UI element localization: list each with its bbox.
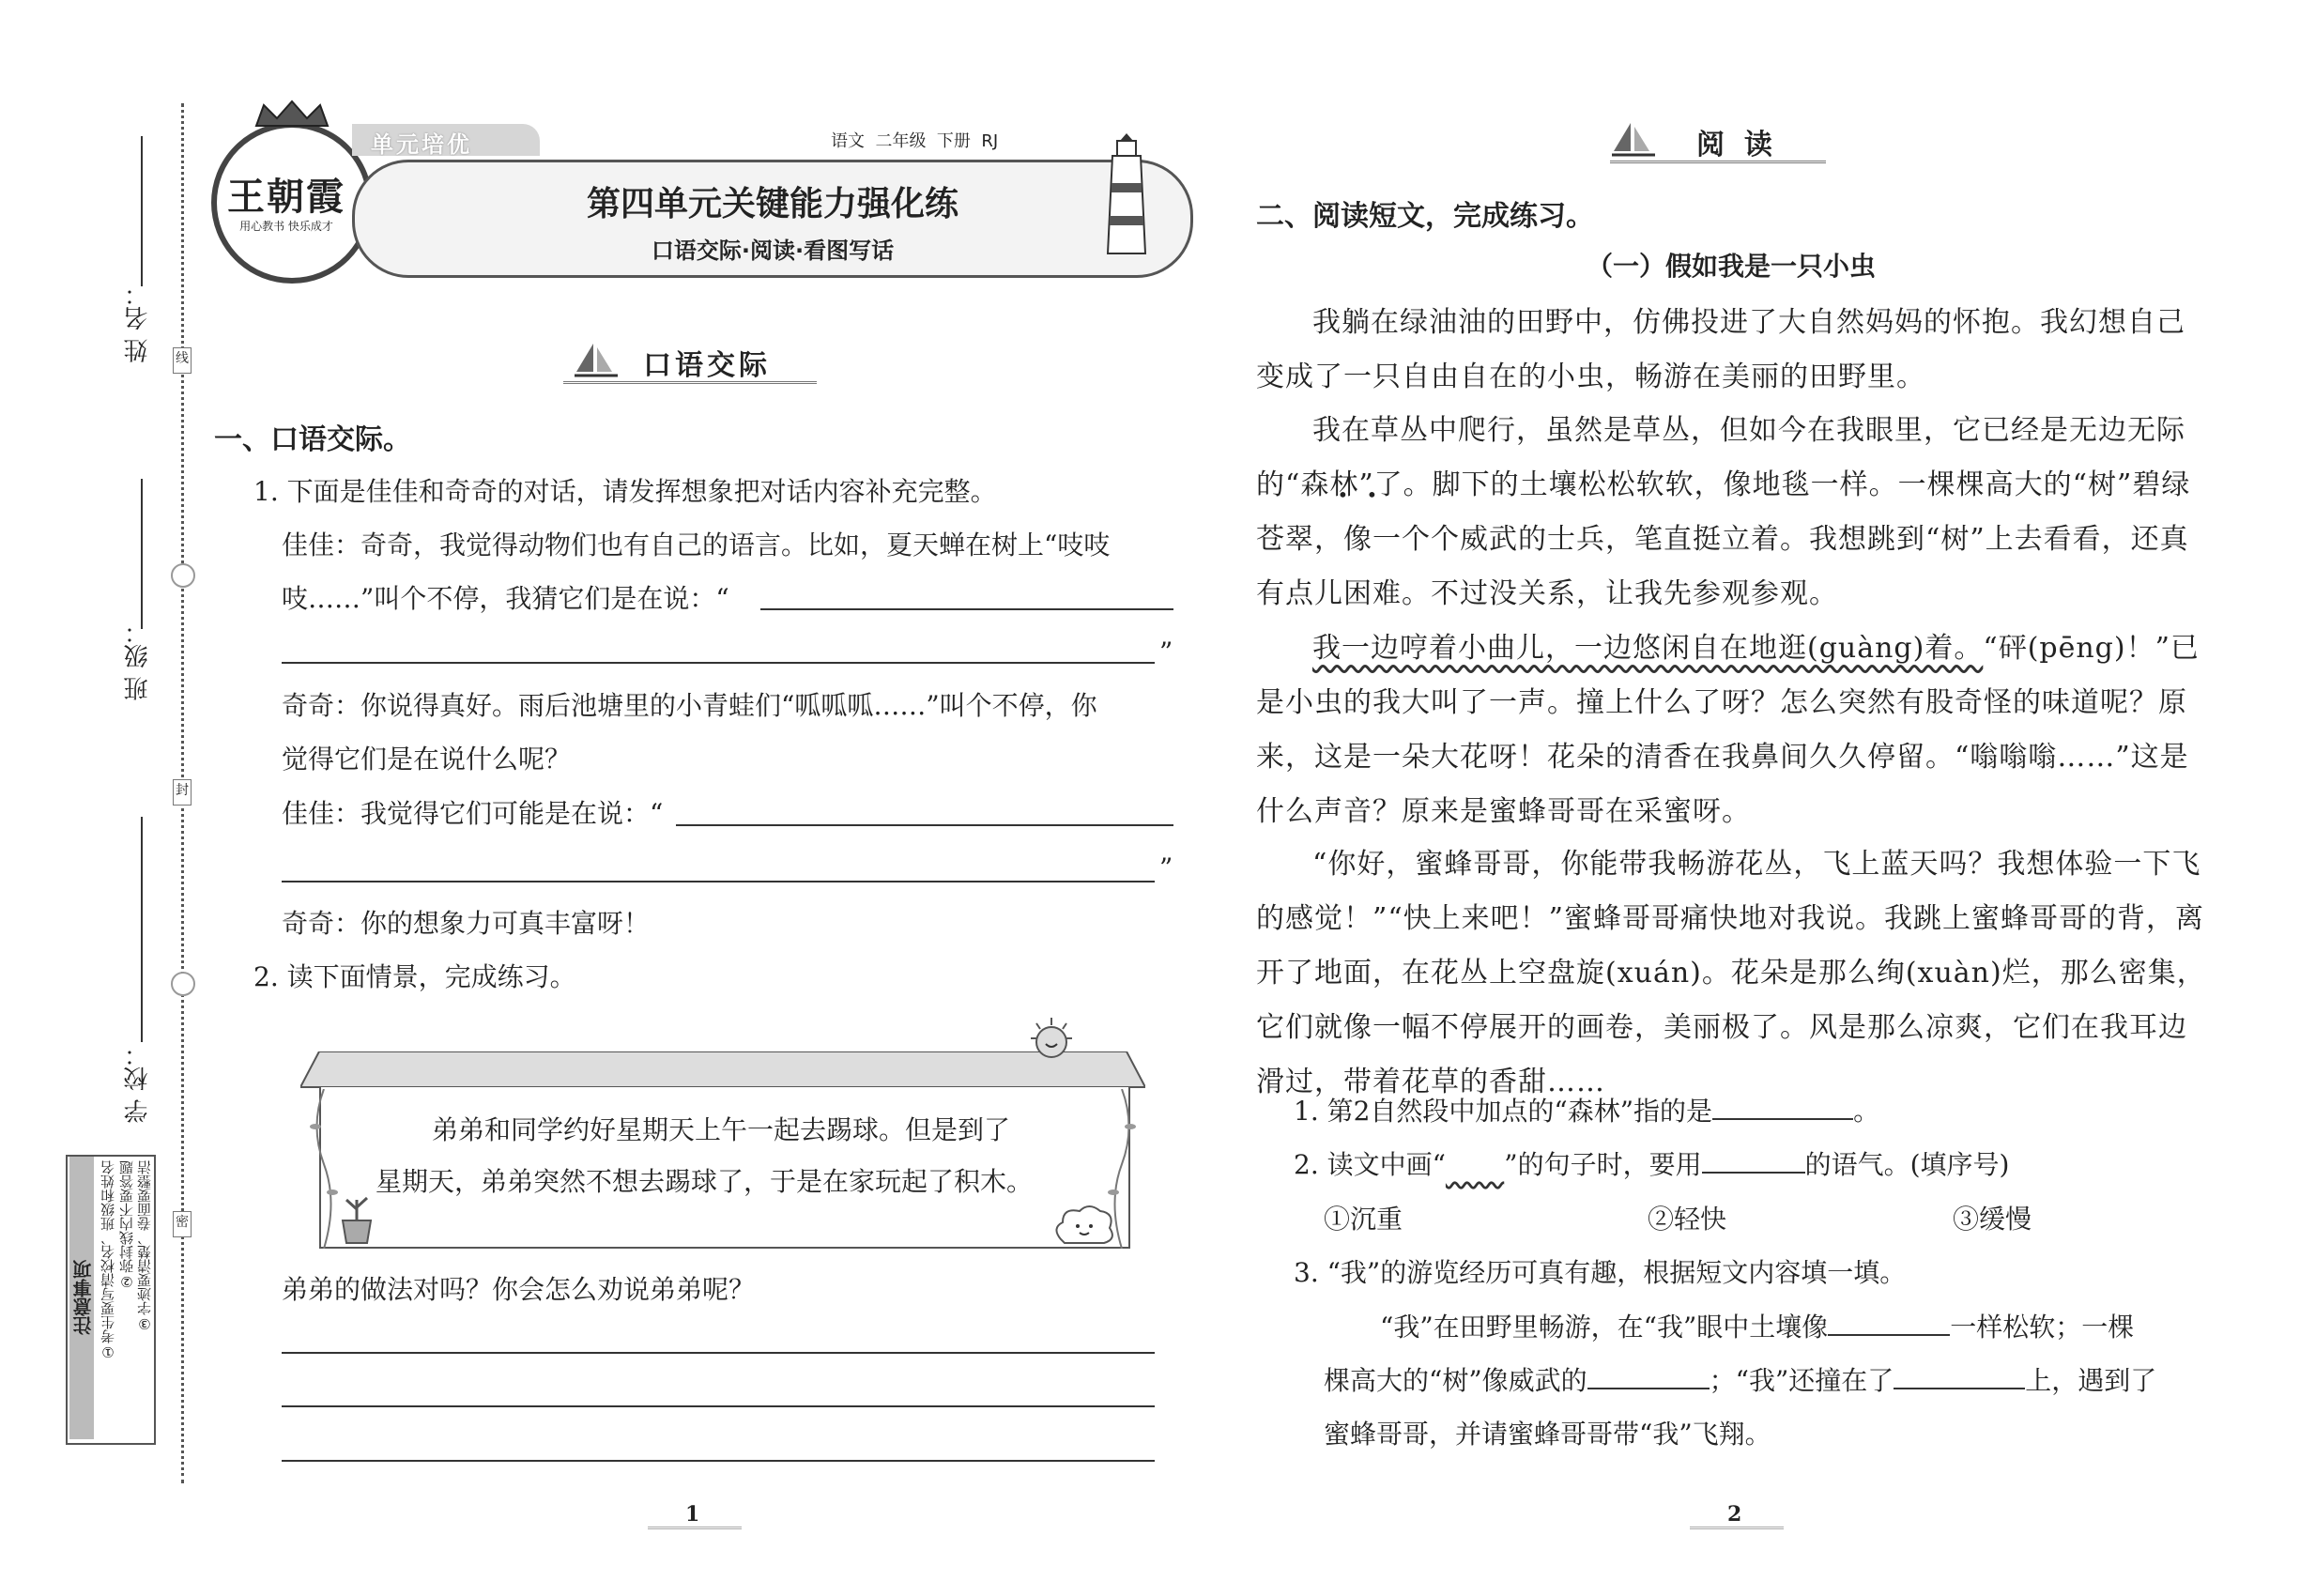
story-title: （一）假如我是一只小虫 bbox=[1587, 251, 1877, 282]
dialog-qiqi-2: 奇奇：你的想象力可真丰富呀！ bbox=[282, 908, 651, 939]
reading-q1-text: 1. 第2自然段中加点的“森林”指的是 bbox=[1294, 1096, 1713, 1127]
scenario-roof bbox=[300, 1051, 1145, 1089]
name-label: 姓 名： bbox=[124, 282, 152, 363]
answer-line-5[interactable] bbox=[282, 1460, 1155, 1462]
reading-q3-l2-a: 棵高大的“树”像威武的 bbox=[1324, 1365, 1587, 1396]
wavy-sentence: 我一边哼着小曲儿，一边悠闲自在地逛(guàng)着。 bbox=[1312, 632, 1984, 665]
series-tab bbox=[352, 124, 540, 156]
q1-2-prompt: 2. 读下面情景，完成练习。 bbox=[253, 961, 576, 992]
q1-2-question: 弟弟的做法对吗？你会怎么劝说弟弟呢？ bbox=[282, 1274, 756, 1305]
answer-line-4[interactable] bbox=[282, 1405, 1155, 1407]
reading-q3-blank-3[interactable] bbox=[1894, 1359, 2025, 1389]
dotted-word-sen: 森 bbox=[1300, 468, 1330, 501]
header bbox=[211, 113, 1188, 300]
left-page-footer bbox=[648, 1502, 742, 1540]
reading-q3-l2-b: ；“我”还撞在了 bbox=[1709, 1365, 1894, 1396]
paragraph-2 bbox=[1256, 404, 2214, 622]
logo-crown-icon bbox=[254, 100, 330, 128]
paragraph-2-rest: ”了。脚下的土壤松松软软，像地毯一样。一棵棵高大的“树”碧绿苍翠，像一个个威武的士兵，笔直挺立着。我想跳到“树”上去看看，还真有点儿困难。不过没关系，让我先参观参观。 bbox=[1256, 468, 2191, 610]
right-page-number: 2 bbox=[1727, 1502, 1742, 1527]
dialog-qiqi-1b: 觉得它们是在说什么呢？ bbox=[282, 744, 572, 775]
reading-q2-blank[interactable] bbox=[1702, 1143, 1805, 1174]
dotted-word-lin: 林 bbox=[1329, 468, 1359, 501]
plant-pot-icon bbox=[333, 1192, 380, 1244]
option-1: ①沉重 bbox=[1324, 1204, 1403, 1235]
paragraph-1: 我躺在绿油油的田野中，仿佛投进了大自然妈妈的怀抱。我幻想自己变成了一只自由自在的小虫，畅游在美丽的田野里。 bbox=[1256, 306, 2185, 393]
reading-q3-blank-2[interactable] bbox=[1587, 1359, 1710, 1389]
scenario-text-2: 星期天，弟弟突然不想去踢球了，于是在家玩起了积木。 bbox=[376, 1166, 1034, 1197]
answer-line-1a[interactable] bbox=[760, 608, 1173, 610]
reading-q3: 3. “我”的游览经历可真有趣，根据短文内容填一填。 bbox=[1294, 1257, 1907, 1288]
notice-item-1: ①考生要写清校名、班级和姓名 bbox=[100, 1160, 116, 1360]
left-section-title: 口语交际 bbox=[643, 349, 771, 382]
school-label: 学 校： bbox=[124, 1042, 152, 1124]
reading-q1 bbox=[1294, 1084, 1879, 1139]
close-quote-2: ” bbox=[1159, 852, 1173, 883]
right-section-title: 阅 读 bbox=[1696, 129, 1772, 161]
paragraph-3-rest: “砰(pēng)！”已是小虫的我大叫了一声。撞上什么了呀？怎么突然有股奇怪的味道呢？原来，这是一朵大花呀！花朵的清香在我鼻间久久停留。“嗡嗡嗡……”这是什么声音？原来是蜜蜂哥哥在采蜜呀。 bbox=[1256, 632, 2200, 828]
title-plate bbox=[352, 160, 1193, 278]
answer-line-1b[interactable] bbox=[282, 662, 1155, 664]
paragraph-3 bbox=[1256, 622, 2214, 839]
reading-q2-text-a: 2. 读文中画“ bbox=[1294, 1149, 1446, 1180]
dialog-qiqi-1a: 奇奇：你说得真好。雨后池塘里的小青蛙们“呱呱呱……”叫个不停，你 bbox=[282, 690, 1097, 721]
reading-q3-blank-1[interactable] bbox=[1828, 1306, 1950, 1336]
notice-item-2: ②弥封线内不要答题 bbox=[118, 1160, 135, 1290]
sailboat-icon bbox=[573, 340, 620, 385]
footer-wave-right bbox=[1690, 1527, 1784, 1529]
notice-title: 注意事项 bbox=[69, 1157, 94, 1439]
scenario-box bbox=[300, 1014, 1145, 1258]
seal-mark-2 bbox=[171, 972, 195, 996]
reading-q3-l1-b: 一样松软；一棵 bbox=[1950, 1312, 2135, 1343]
answer-line-3[interactable] bbox=[282, 1352, 1155, 1354]
reading-q2 bbox=[1294, 1138, 2009, 1192]
reading-q2-wavy-sample bbox=[1446, 1149, 1504, 1180]
edition-meta: 语文 二年级 下册 RJ bbox=[831, 131, 999, 151]
left-section-banner bbox=[563, 338, 845, 385]
unit-subtitle: 口语交际·阅读·看图写话 bbox=[651, 238, 895, 264]
series-label: 单元培优 bbox=[371, 131, 472, 158]
q1-heading: 一、口语交际。 bbox=[214, 423, 411, 456]
seal-char-xian: 线 bbox=[173, 347, 192, 374]
name-field[interactable] bbox=[141, 136, 143, 286]
close-quote-1: ” bbox=[1159, 637, 1173, 668]
sun-icon bbox=[1023, 1014, 1080, 1059]
reading-q1-end: 。 bbox=[1853, 1096, 1880, 1127]
seal-char-mi: 密 bbox=[173, 1211, 192, 1237]
q2-heading: 二、阅读短文，完成练习。 bbox=[1256, 200, 1594, 233]
notice-item-3: ③字迹要清楚、卷面要整洁 bbox=[136, 1160, 153, 1332]
dialog-jiajia-2: 佳佳：我觉得它们可能是在说：“ bbox=[282, 798, 664, 829]
dialog-jiajia-1a: 佳佳：奇奇，我觉得动物们也有自己的语言。比如，夏天蝉在树上“吱吱 bbox=[282, 529, 1111, 560]
reading-q3-l1-a: “我”在田野里畅游，在“我”眼中土壤像 bbox=[1380, 1312, 1829, 1343]
right-section-banner bbox=[1610, 117, 1854, 164]
scenario-text-1: 弟弟和同学约好星期天上午一起去踢球。但是到了 bbox=[432, 1114, 1011, 1145]
paragraph-4: “你好，蜜蜂哥哥，你能带我畅游花丛，飞上蓝天吗？我想体验一下飞的感觉！”“快上来吧！”蜜蜂哥哥痛快地对我说。我跳上蜜蜂哥哥的背，离开了地面，在花丛上空盘旋(xuán)。花朵是那么绚(xuàn)烂，那么密集，它们就像一幅不停展开的画卷，美丽极了。风是那么凉爽，它们在我耳边滑过，带着花草的香甜…… bbox=[1256, 848, 2206, 1098]
seal-char-feng: 封 bbox=[173, 779, 192, 806]
logo-text: 王朝霞 bbox=[227, 175, 345, 219]
sailboat-icon-right bbox=[1610, 119, 1657, 164]
binding-strip bbox=[0, 0, 197, 1596]
reading-q3-line-1 bbox=[1380, 1300, 2134, 1355]
reading-q3-l2-c: 上，遇到了 bbox=[2025, 1365, 2157, 1396]
reading-q2-text-c: 的语气。(填序号) bbox=[1804, 1149, 2010, 1180]
option-3: ③缓慢 bbox=[1953, 1204, 2032, 1235]
option-2: ②轻快 bbox=[1648, 1204, 1727, 1235]
left-page-number: 1 bbox=[685, 1502, 700, 1527]
class-field[interactable] bbox=[141, 479, 143, 629]
answer-line-2b[interactable] bbox=[282, 881, 1155, 882]
q1-1-prompt: 1. 下面是佳佳和奇奇的对话，请发挥想象把对话内容补充完整。 bbox=[253, 476, 997, 507]
banner-underline-right bbox=[1610, 161, 1826, 163]
footer-wave-left bbox=[648, 1527, 742, 1529]
reading-q1-blank[interactable] bbox=[1712, 1090, 1853, 1120]
right-page-footer bbox=[1690, 1502, 1784, 1540]
cloud-face-icon bbox=[1051, 1202, 1117, 1249]
dialog-jiajia-1b: 吱……”叫个不停，我猜它们是在说：“ bbox=[282, 583, 729, 614]
reading-q3-line-2 bbox=[1324, 1354, 2156, 1408]
school-field[interactable] bbox=[141, 817, 143, 1042]
answer-line-2a[interactable] bbox=[676, 824, 1173, 826]
notice-box bbox=[66, 1155, 156, 1445]
banner-underline bbox=[563, 381, 817, 384]
reading-q3-line-3: 蜜蜂哥哥，并请蜜蜂哥哥带“我”飞翔。 bbox=[1324, 1419, 1771, 1450]
paragraph-2-start: 我在草丛中爬行，虽然是草丛，但如今在我眼里，它已经是无边无际的“ bbox=[1256, 414, 2185, 501]
logo-subtext: 用心教书 快乐成才 bbox=[239, 220, 333, 233]
unit-title: 第四单元关键能力强化练 bbox=[586, 185, 958, 223]
reading-q2-text-b: ”的句子时，要用 bbox=[1504, 1149, 1702, 1180]
logo-badge bbox=[211, 122, 373, 284]
seal-mark-1 bbox=[171, 563, 195, 588]
class-label: 班 级： bbox=[124, 620, 152, 701]
lighthouse-icon bbox=[1094, 131, 1159, 263]
